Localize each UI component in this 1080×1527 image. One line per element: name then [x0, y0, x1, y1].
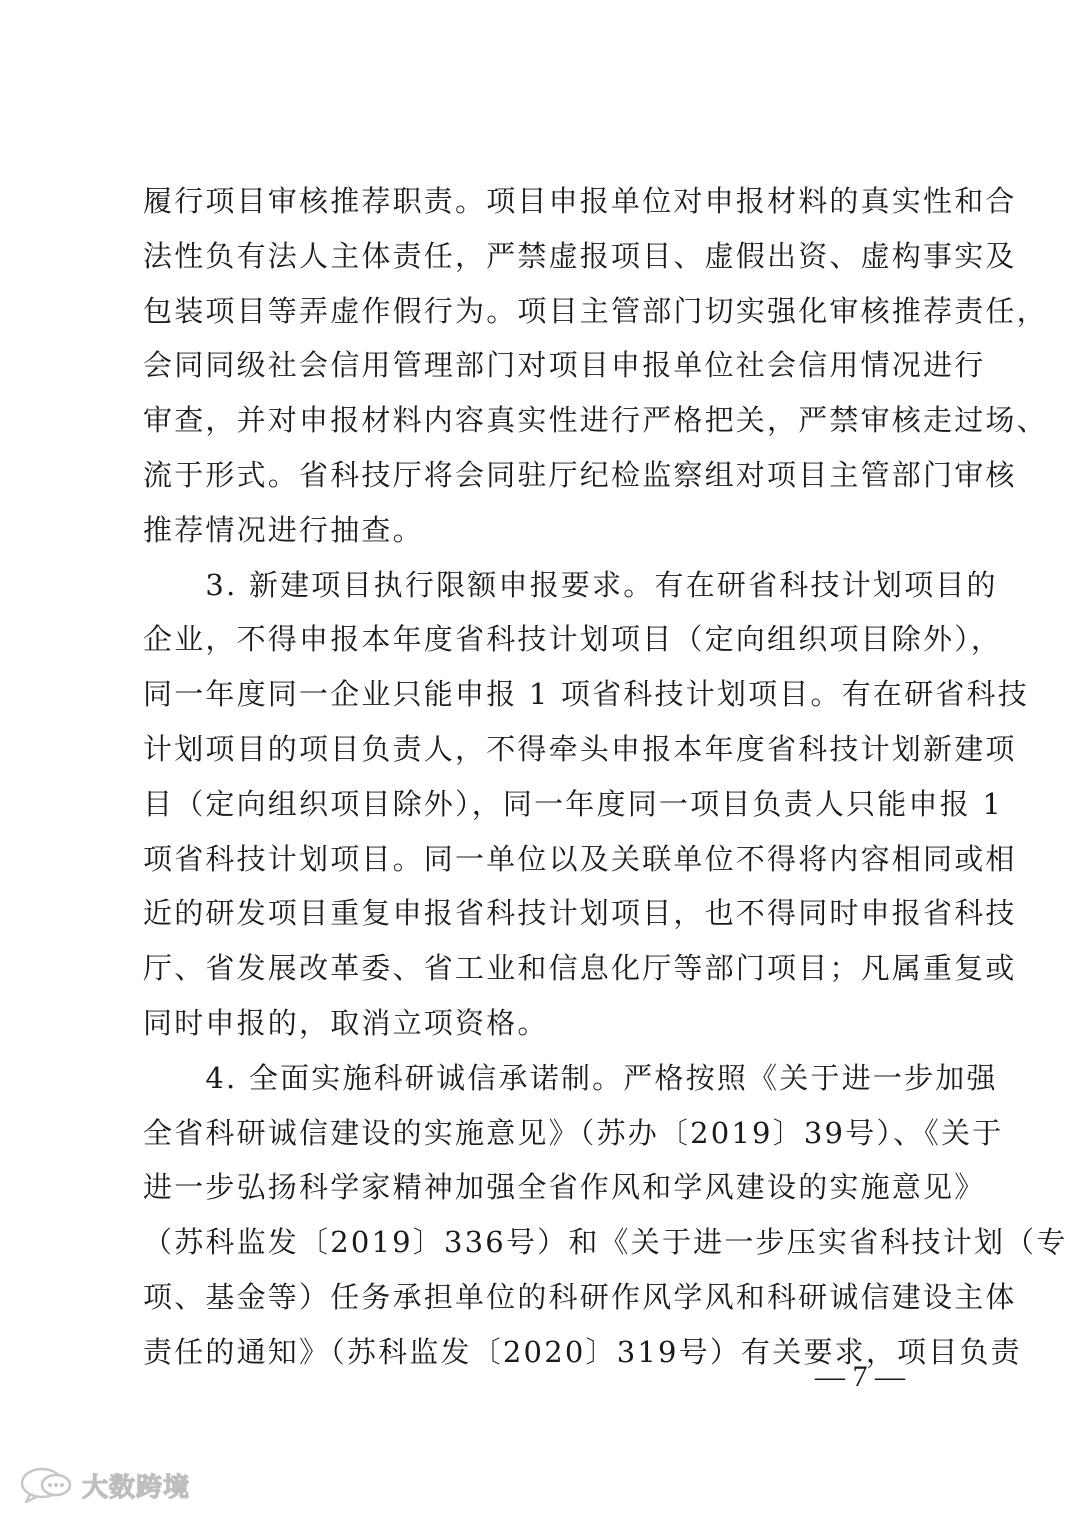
text-line: 全省科研诚信建设的实施意见》（苏办〔2019〕39号）、《关于	[143, 1115, 1004, 1150]
text-line: 审查，并对申报材料内容真实性进行严格把关，严禁审核走过场、	[143, 403, 1048, 438]
watermark-text: 大数跨境	[82, 1472, 191, 1503]
text-line: 会同同级社会信用管理部门对项目申报单位社会信用情况进行	[143, 348, 986, 383]
text-line: 同一年度同一企业只能申报 1 项省科技计划项目。有在研省科技	[143, 677, 1029, 712]
text-line: 进一步弘扬科学家精神加强全省作风和学风建设的实施意见》	[143, 1170, 986, 1205]
text-line: 企业，不得申报本年度省科技计划项目（定向组织项目除外），	[143, 622, 1003, 657]
text-line: 厅、省发展改革委、省工业和信息化厅等部门项目；凡属重复或	[143, 951, 1017, 986]
text-line: 目（定向组织项目除外），同一年度同一项目负责人只能申报 1	[143, 786, 1003, 821]
text-line: 3. 新建项目执行限额申报要求。有在研省科技计划项目的	[143, 567, 998, 602]
text-line: 4. 全面实施科研诚信承诺制。严格按照《关于进一步加强	[143, 1060, 998, 1095]
text-line: 流于形式。省科技厅将会同驻厅纪检监察组对项目主管部门审核	[143, 457, 1017, 492]
text-line: 包装项目等弄虚作假行为。项目主管部门切实强化审核推荐责任，	[143, 293, 1048, 328]
chat-bubble-logo-icon	[18, 1465, 76, 1505]
text-line: （苏科监发〔2019〕336号）和《关于进一步压实省科技计划（专	[143, 1225, 1068, 1260]
text-line: 同时申报的，取消立项资格。	[143, 1005, 549, 1040]
watermark	[18, 1462, 190, 1508]
page-number: — 7 —	[815, 1360, 905, 1393]
text-line: 法性负有法人主体责任，严禁虚报项目、虚假出资、虚构事实及	[143, 238, 1017, 273]
body-text	[143, 174, 1068, 1380]
text-line: 推荐情况进行抽查。	[143, 512, 424, 547]
text-line: 计划项目的项目负责人，不得牵头申报本年度省科技计划新建项	[143, 731, 1017, 766]
text-line: 履行项目审核推荐职责。项目申报单位对申报材料的真实性和合	[143, 184, 1017, 218]
text-line: 项、基金等）任务承担单位的科研作风学风和科研诚信建设主体	[143, 1279, 1017, 1314]
text-line: 项省科技计划项目。同一单位以及关联单位不得将内容相同或相	[143, 841, 1017, 876]
text-line: 责任的通知》（苏科监发〔2020〕319号）有关要求，项目负责	[143, 1334, 1022, 1369]
text-line: 近的研发项目重复申报省科技计划项目，也不得同时申报省科技	[143, 896, 1017, 931]
